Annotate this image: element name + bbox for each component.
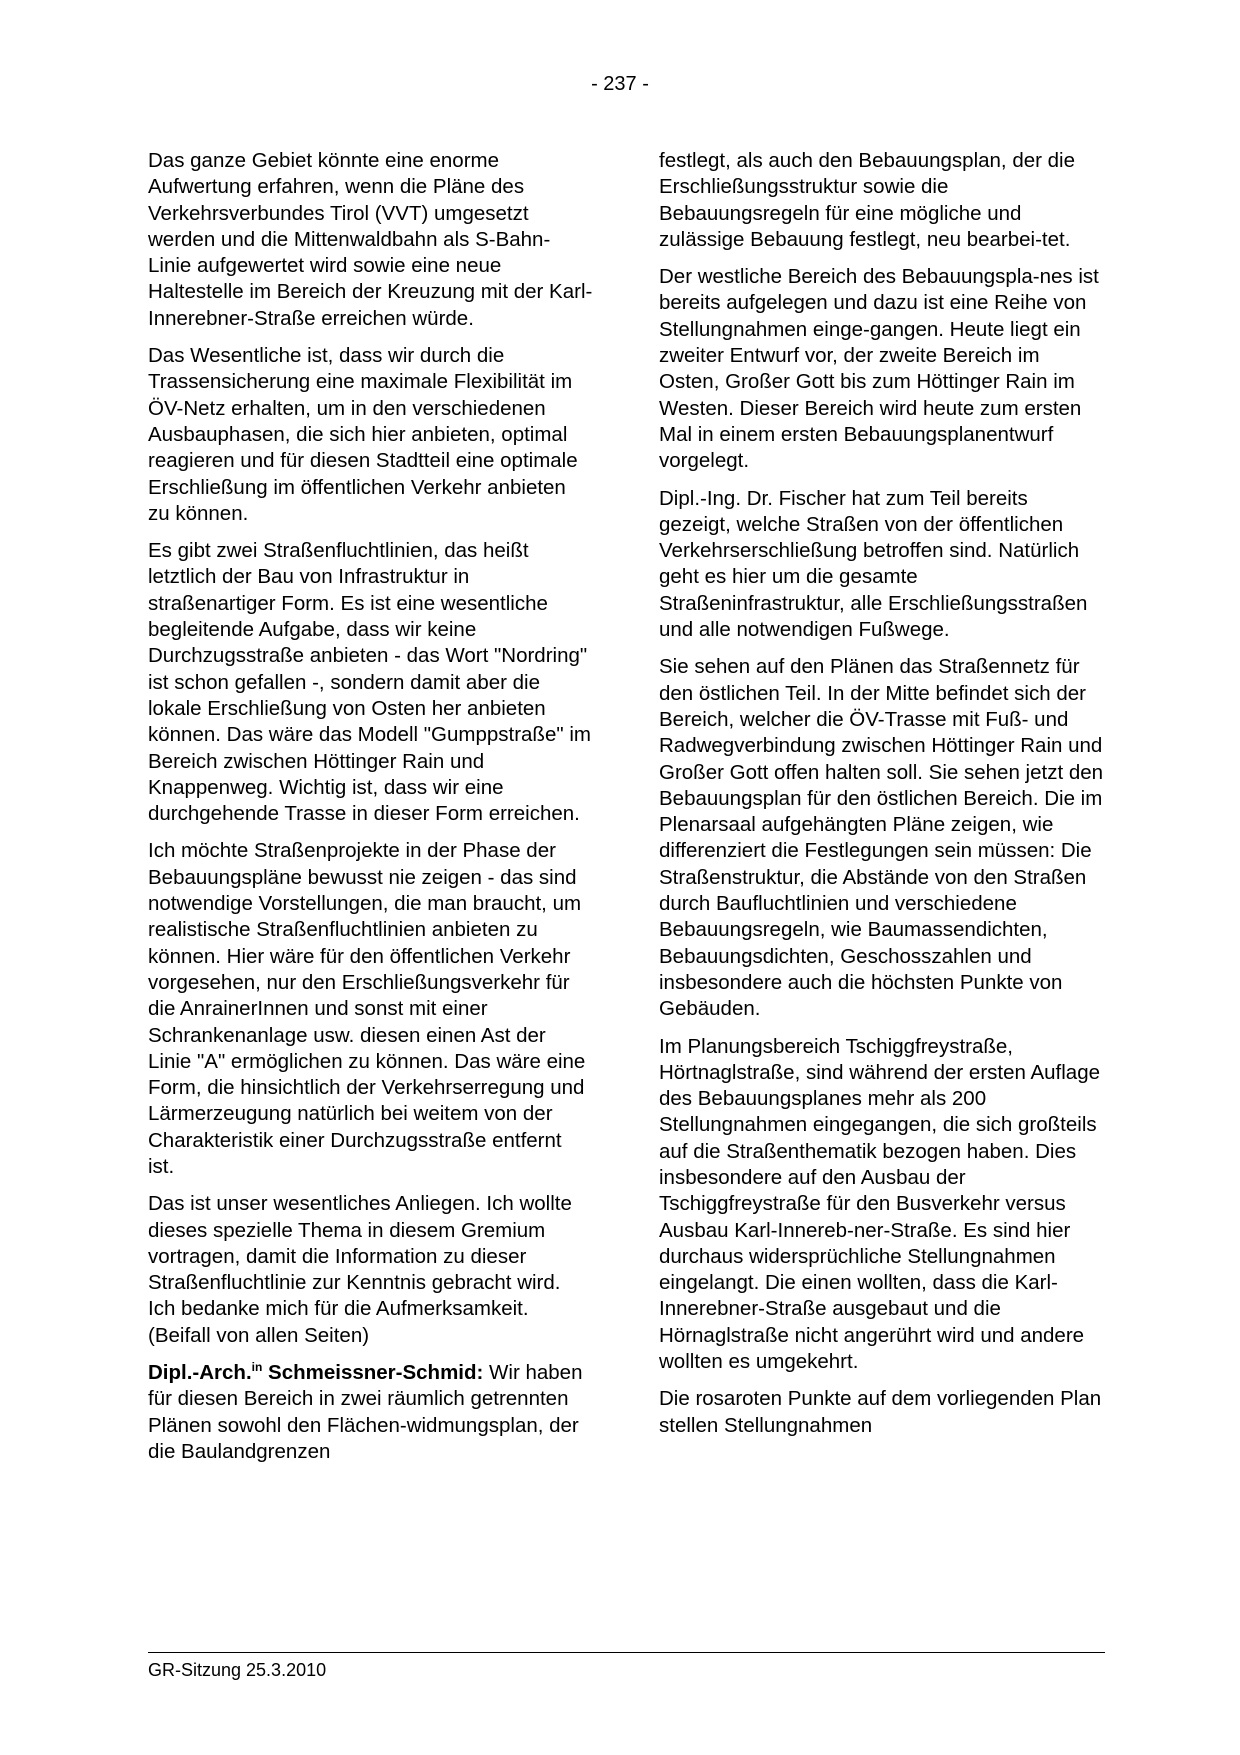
speaker-paragraph [148,1360,593,1465]
paragraph: Das ganze Gebiet könnte eine enorme Aufwertung erfahren, wenn die Pläne des Verkehrsverbundes Tirol (VVT) umgesetzt werden und die Mittenwaldbahn als S-Bahn-Linie aufgewertet wird sowie eine neue Haltestelle im Bereich der Kreuzung mit der Karl-Innerebner-Straße erreichen würde. [148,149,593,330]
paragraph: Der westliche Bereich des Bebauungspla-nes ist bereits aufgelegen und dazu ist eine Reihe von Stellungnahmen einge-gangen. Heute liegt ein zweiter Entwurf vor, der zweite Bereich im Osten, Großer Gott bis zum Höttinger Rain im Westen. Dieser Bereich wird heute zum ersten Mal in einem ersten Bebauungsplanentwurf vorgelegt. [659,265,1099,473]
paragraph: Die rosaroten Punkte auf dem vorliegenden Plan stellen Stellungnahmen [659,1387,1102,1437]
speaker-name: Schmeissner-Schmid: [262,1361,484,1385]
footer-divider [148,1652,1105,1653]
paragraph: Dipl.-Ing. Dr. Fischer hat zum Teil bereits gezeigt, welche Straßen von der öffentlichen Verkehrserschließung betroffen sind. Natürlich geht es hier um die gesamte Straßeninfrastruktur, alle Erschließungsstraßen und alle notwendigen Fußwege. [659,486,1088,642]
speaker-text: Wir haben für diesen Bereich in zwei räumlich getrennten Plänen sowohl den Flächen-widmungsplan, der die Baulandgrenzen [148,1361,583,1463]
paragraph: festlegt, als auch den Bebauungsplan, der die Erschließungsstruktur sowie die Bebauungsregeln für eine mögliche und zulässige Bebauung festlegt, neu bearbei-tet. [659,149,1075,251]
paragraph: Im Planungsbereich Tschiggfreystraße, Hörtnaglstraße, sind während der ersten Auflage des Bebauungsplanes mehr als 200 Stellungnahmen eingegangen, die sich großteils auf die Straßenthematik bezogen haben. Dies insbesondere auf den Ausbau der Tschiggfreystraße für den Busverkehr versus Ausbau Karl-Innereb-ner-Straße. Es sind hier durchaus widersprüchliche Stellungnahmen eingelangt. Die einen wollten, dass die Karl-Innerebner-Straße ausgebaut und die Hörnaglstraße nicht angerührt wird und andere wollten es umgekehrt. [659,1034,1101,1374]
speaker-title-suffix: in [251,1360,263,1375]
paragraph: Das Wesentliche ist, dass wir durch die Trassensicherung eine maximale Flexibilität im ÖV-Netz erhalten, um in den verschiedenen Ausbauphasen, die sich hier anbieten, optimal reagieren und für diesen Stadtteil eine optimale Erschließung im öffentlichen Verkehr anbieten zu können. [148,344,578,525]
speaker-title: Dipl.-Arch. [148,1361,252,1385]
left-column [148,148,593,1476]
paragraph: Sie sehen auf den Plänen das Straßennetz für den östlichen Teil. In der Mitte befindet sich der Bereich, welcher die ÖV-Trasse mit Fuß- und Radwegverbindung zwischen Höttinger Rain und Großer Gott offen halten soll. Sie sehen jetzt den Bebauungsplan für den östlichen Bereich. Die im Plenarsaal aufgehängten Pläne zeigen, wie differenziert die Festlegungen sein müssen: Die Straßenstruktur, die Abstände von den Straßen durch Baufluchtlinien und verschiedene Bebauungsregeln, wie Baumassendichten, Bebauungsdichten, Geschosszahlen und insbesondere auch die höchsten Punkte von Gebäuden. [659,655,1104,1021]
paragraph: Das ist unser wesentliches Anliegen. Ich wollte dieses spezielle Thema in diesem Gremium vortragen, damit die Information zu dieser Straßenfluchtlinie zur Kenntnis gebracht wird. Ich bedanke mich für die Aufmerksamkeit. (Beifall von allen Seiten) [148,1192,572,1347]
paragraph: Ich möchte Straßenprojekte in der Phase der Bebauungspläne bewusst nie zeigen - das sind notwendige Vorstellungen, die man braucht, um realistische Straßenfluchtlinien anbieten zu können. Hier wäre für den öffentlichen Verkehr vorgesehen, nur den Erschließungsverkehr für die AnrainerInnen und sonst mit einer Schrankenanlage usw. diesen einen Ast der Linie "A" ermöglichen zu können. Das wäre eine Form, die hinsichtlich der Verkehrserregung und Lärmerzeugung natürlich bei weitem von der Charakteristik einer Durchzugsstraße entfernt ist. [148,839,586,1178]
right-column [659,148,1104,1450]
speaker-label [148,1361,483,1384]
paragraph: Es gibt zwei Straßenfluchtlinien, das heißt letztlich der Bau von Infrastruktur in straßenartiger Form. Es ist eine wesentliche begleitende Aufgabe, dass wir keine Durchzugsstraße anbieten - das Wort "Nordring" ist schon gefallen -, sondern damit aber die lokale Erschließung von Osten her anbieten können. Das wäre das Modell "Gumppstraße" im Bereich zwischen Höttinger Rain und Knappenweg. Wichtig ist, dass wir eine durchgehende Trasse in dieser Form erreichen. [148,539,591,826]
footer-text: GR-Sitzung 25.3.2010 [148,1660,327,1680]
page-number: - 237 - [591,73,649,95]
